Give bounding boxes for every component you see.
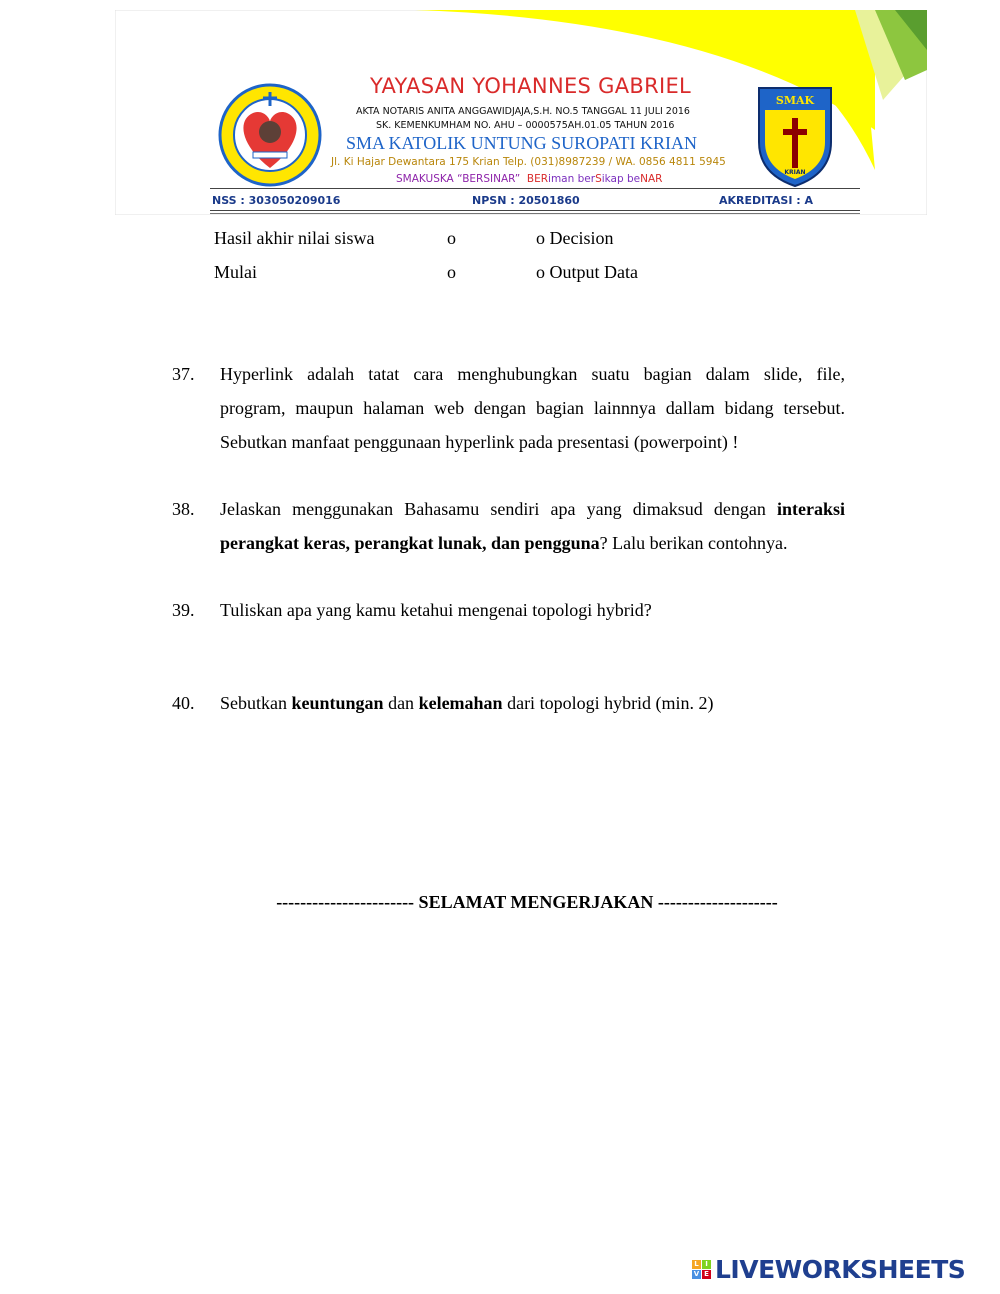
school-motto: SMAKUSKA “BERSINAR” BERiman berSikap beNAR	[396, 173, 663, 185]
question-body: Sebutkan keuntungan dan kelemahan dari topologi hybrid (min. 2)	[220, 693, 714, 713]
accreditation: AKREDITASI : A	[719, 194, 813, 207]
matching-marker-2[interactable]: o	[447, 262, 456, 282]
matching-marker-1[interactable]: o	[447, 228, 456, 248]
question-number: 40.	[172, 693, 195, 713]
crest-bottom-text: KRIAN	[784, 169, 806, 176]
liveworksheets-logo-icon: L I V E	[692, 1260, 711, 1279]
question-number: 37.	[172, 364, 195, 384]
nss-number: NSS : 303050209016	[212, 194, 341, 207]
matching-right-2[interactable]: o Output Data	[536, 262, 638, 282]
matching-left-2: Mulai	[214, 262, 257, 282]
school-name: SMA KATOLIK UNTUNG SUROPATI KRIAN	[346, 133, 698, 153]
question-body: Jelaskan menggunakan Bahasamu sendiri apa yang dimaksud dengan interaksi perangkat keras, perangkat lunak, dan pengguna? Lalu berikan contohnya.	[220, 499, 845, 553]
letterhead	[115, 10, 927, 215]
letterhead-rule-top	[210, 188, 860, 189]
letterhead-rule-bottom-thin	[210, 213, 860, 214]
npsn-number: NPSN : 20501860	[472, 194, 580, 207]
foundation-name: YAYASAN YOHANNES GABRIEL	[370, 74, 692, 98]
liveworksheets-brand[interactable]	[692, 1252, 965, 1286]
foundation-logo	[215, 80, 325, 190]
matching-left-1: Hasil akhir nilai siswa	[214, 228, 375, 248]
crest-top-text: SMAK	[775, 94, 815, 107]
ministry-decree: SK. KEMENKUMHAM NO. AHU – 0000575AH.01.05 TAHUN 2016	[376, 120, 675, 131]
matching-right-1[interactable]: o Decision	[536, 228, 614, 248]
question-number: 38.	[172, 499, 195, 519]
closing-message: ----------------------- SELAMAT MENGERJAKAN --------------------	[276, 892, 778, 912]
notary-deed: AKTA NOTARIS ANITA ANGGAWIDJAJA,S.H. NO.5 TANGGAL 11 JULI 2016	[356, 106, 690, 117]
question-number: 39.	[172, 600, 195, 620]
school-address: Jl. Ki Hajar Dewantara 175 Krian Telp. (031)8987239 / WA. 0856 4811 5945	[331, 156, 726, 168]
letterhead-rule-bottom	[210, 210, 860, 211]
school-crest	[753, 82, 837, 190]
question-body: Tuliskan apa yang kamu ketahui mengenai topologi hybrid?	[220, 600, 652, 620]
brand-name: LIVEWORKSHEETS	[715, 1254, 966, 1284]
question-body: Hyperlink adalah tatat cara menghubungkan suatu bagian dalam slide, file, program, maupun halaman web dengan bagian lainnnya dallam bidang tersebut. Sebutkan manfaat penggunaan hyperlink pada presentasi (powerpoint) !	[220, 364, 845, 452]
